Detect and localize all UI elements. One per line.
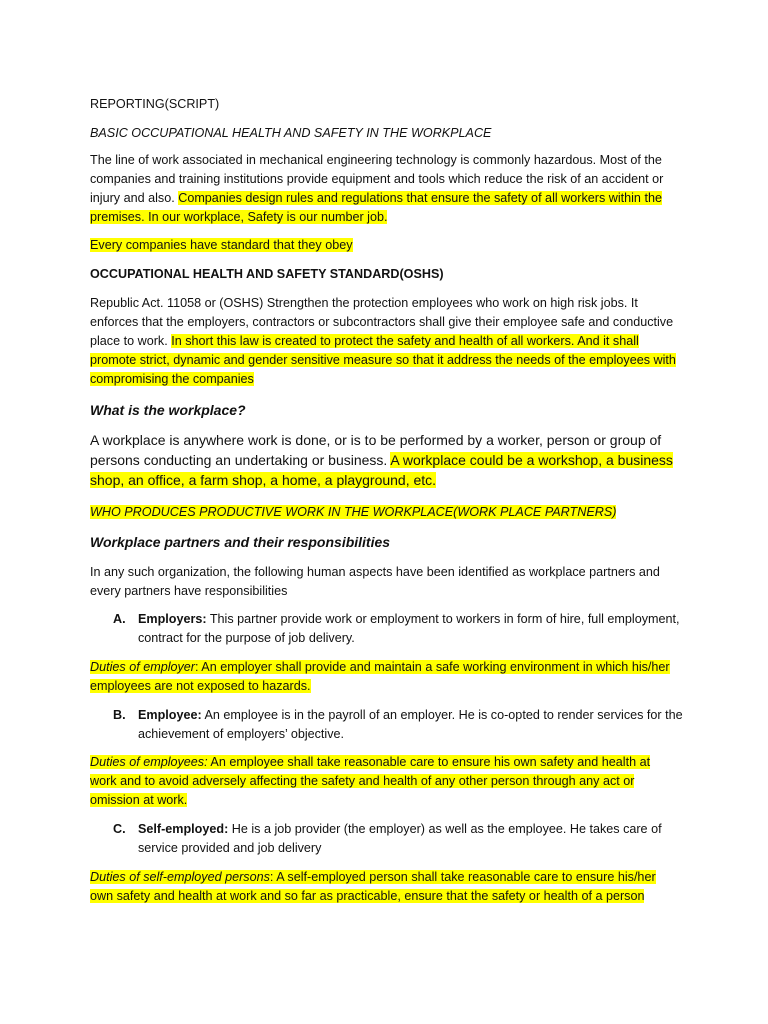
list-item-employers <box>138 610 683 648</box>
highlighted-text: In short this law is created to protect the safety and health of all workers. And it shall promote strict, dynamic and gender sensitive measure so that it address the needs of the employees with compromising the companies <box>90 334 676 386</box>
list-marker-c: C. <box>113 822 126 836</box>
paragraph-duties-self-employed <box>90 868 680 906</box>
paragraph-duties-employees <box>90 753 680 810</box>
list-item-term: Employee: <box>138 708 202 722</box>
section-heading-workplace: What is the workplace? <box>90 402 246 418</box>
list-marker-b: B. <box>113 708 126 722</box>
highlighted-text <box>90 755 650 807</box>
duty-label: Duties of self-employed persons <box>90 870 270 884</box>
duty-label: Duties of employer <box>90 660 195 674</box>
highlighted-text <box>90 870 656 903</box>
highlighted-text: Companies design rules and regulations that ensure the safety of all workers within the premises. In our workplace, Safety is our number job. <box>90 191 662 224</box>
paragraph-intro-text: The line of work associated in mechanical engineering technology is commonly hazardous. Most of the companies and training institutions provide equipment and tools which reduce the risk of an accident or injury and also. <box>90 153 664 205</box>
paragraph-intro <box>90 151 680 227</box>
duty-text: : An employer shall provide and maintain a safe working environment in which his/her employees are not exposed to hazards. <box>90 660 670 693</box>
section-heading-basic-ohs: BASIC OCCUPATIONAL HEALTH AND SAFETY IN THE WORKPLACE <box>90 126 492 140</box>
list-item-employee <box>138 706 683 744</box>
list-item-term: Employers: <box>138 612 207 626</box>
document-title: REPORTING(SCRIPT) <box>90 97 220 111</box>
list-item-text: He is a job provider (the employer) as well as the employee. He takes care of service provided and job delivery <box>138 822 662 855</box>
highlighted-text <box>90 660 670 693</box>
list-marker-a: A. <box>113 612 126 626</box>
list-item-text: An employee is in the payroll of an employer. He is co-opted to render services for the achievement of employers’ objective. <box>138 708 683 741</box>
paragraph-workplace-definition <box>90 430 680 490</box>
list-item-text: This partner provide work or employment to workers in form of hire, full employment, contract for the purpose of job delivery. <box>138 612 680 645</box>
paragraph-partners-intro: In any such organization, the following human aspects have been identified as workplace partners and every partners have responsibilities <box>90 565 660 598</box>
paragraph-standards <box>90 236 680 255</box>
section-heading-work-place-partners <box>90 503 680 522</box>
duty-text: : A self-employed person shall take reasonable care to ensure his/her own safety and health at work and so far as practicable, ensure that the safety or health of a person <box>90 870 656 903</box>
duty-label: Duties of employees: <box>90 755 208 769</box>
paragraph-republic-act-text: Republic Act. 11058 or (OSHS) Strengthen the protection employees who work on high risk jobs. It enforces that the employers, contractors or subcontractors shall give their employee safe and conductive place to work. <box>90 296 674 348</box>
section-heading-oshs: OCCUPATIONAL HEALTH AND SAFETY STANDARD(OSHS) <box>90 267 444 281</box>
list-item-self-employed <box>138 820 683 858</box>
highlighted-text: A workplace could be a workshop, a business shop, an office, a farm shop, a home, a playground, etc. <box>90 452 673 488</box>
duty-text: An employee shall take reasonable care to ensure his own safety and health at work and to avoid adversely affecting the safety and health of any other person through any act or omission at work. <box>90 755 651 807</box>
paragraph-workplace-text: A workplace is anywhere work is done, or is to be performed by a worker, person or group of persons conducting an undertaking or business. <box>90 432 662 468</box>
section-heading-partner-responsibilities: Workplace partners and their responsibilities <box>90 534 391 550</box>
list-item-term: Self-employed: <box>138 822 229 836</box>
paragraph-republic-act <box>90 294 680 389</box>
highlighted-text: WHO PRODUCES PRODUCTIVE WORK IN THE WORKPLACE(WORK PLACE PARTNERS) <box>90 505 617 519</box>
highlighted-text: Every companies have standard that they obey <box>90 238 353 252</box>
paragraph-duties-employer <box>90 658 680 696</box>
